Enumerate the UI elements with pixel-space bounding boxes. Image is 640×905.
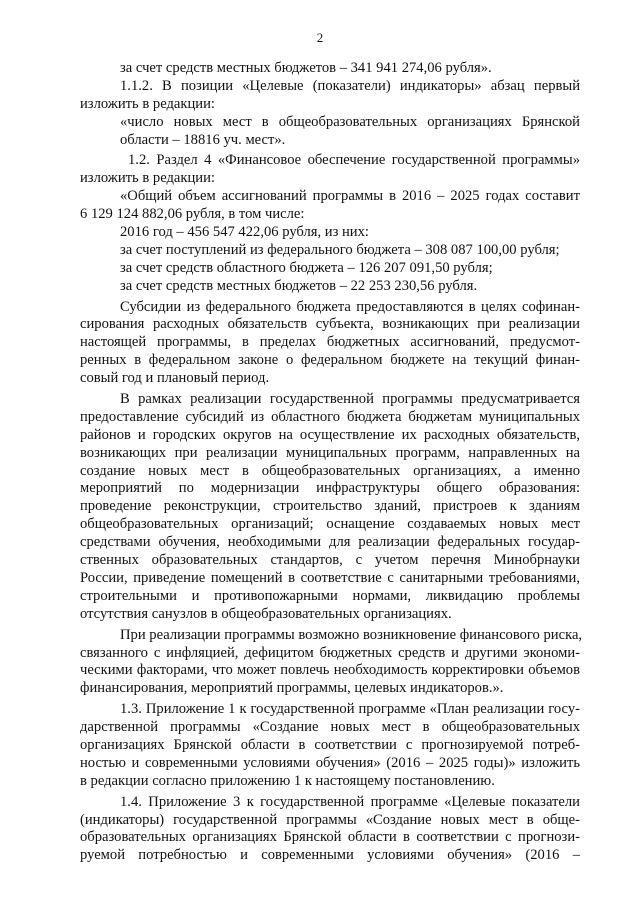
text-line: возникающих при реализации муниципальных программ, направленных на bbox=[80, 444, 580, 461]
text-line: изложить в редакции: bbox=[80, 95, 215, 112]
text-line: В рамках реализации государственной программы предусматривается bbox=[120, 391, 580, 408]
text-line: ренных в федеральном законе о федеральном бюджете на текущий финан- bbox=[80, 352, 580, 369]
text-line: финансирования, мероприятий программы, целевых индикаторов.». bbox=[80, 680, 504, 697]
text-line: районов и городских округов на осуществление их расходных обязательств, bbox=[80, 426, 580, 443]
text-line: образовательных организациях Брянской области в соответствии с прогнози- bbox=[80, 829, 580, 846]
text-line: области – 18816 уч. мест». bbox=[120, 131, 286, 148]
text-line: предоставление субсидий из областного бюджета бюджетам муниципальных bbox=[80, 408, 580, 425]
text-line: России, приведение помещений в соответствие с санитарными требованиями, bbox=[80, 569, 580, 586]
text-line: 1.4. Приложение 3 к государственной программе «Целевые показатели bbox=[120, 793, 580, 810]
text-line: совый год и плановый период. bbox=[80, 370, 270, 387]
text-line: При реализации программы возможно возникновение финансового риска, bbox=[120, 626, 583, 643]
text-line: настоящей программы, в пределах бюджетных ассигнований, предусмот- bbox=[80, 334, 580, 351]
text-line: в редакции согласно приложению 1 к настоящему постановлению. bbox=[80, 772, 495, 789]
text-line: за счет средств областного бюджета – 126 207 091,50 рубля; bbox=[120, 259, 493, 276]
text-line: «число новых мест в общеобразовательных организациях Брянской bbox=[120, 113, 580, 130]
text-line: создание новых мест в общеобразовательных организациях, а именно bbox=[80, 462, 580, 479]
text-line: «Общий объем ассигнований программы в 2016 – 2025 годах составит bbox=[120, 188, 580, 205]
document-body bbox=[80, 60, 583, 865]
text-line: изложить в редакции: bbox=[80, 170, 215, 187]
text-line: 1.1.2. В позиции «Целевые (показатели) индикаторы» абзац первый bbox=[120, 77, 580, 94]
text-line: 1.2. Раздел 4 «Финансовое обеспечение государственной программы» bbox=[128, 152, 580, 169]
text-line: (индикаторы) государственной программы «Создание новых мест в обще- bbox=[80, 811, 580, 828]
text-line: дарственной программы «Создание новых мест в общеобразовательных bbox=[80, 719, 580, 736]
text-line: строительными и противопожарными нормами, ликвидацию проблемы bbox=[80, 587, 580, 604]
text-line: за счет средств местных бюджетов – 341 941 274,06 рубля». bbox=[120, 60, 492, 76]
text-line: 2016 год – 456 547 422,06 рубля, из них: bbox=[120, 224, 369, 241]
text-line: руемой потребностью и современными условиями обучения» (2016 – bbox=[80, 847, 580, 864]
text-line: 6 129 124 882,06 рубля, в том числе: bbox=[80, 206, 305, 223]
text-line: Субсидии из федерального бюджета предоставляются в целях софинан- bbox=[120, 298, 580, 315]
text-line: отсутствия санузлов в общеобразовательных организациях. bbox=[80, 605, 452, 622]
text-line: связанного с инфляцией, дефицитом бюджетных средств и другими экономи- bbox=[80, 644, 580, 661]
text-line: общеобразовательных организаций; оснащение создаваемых новых мест bbox=[80, 516, 580, 533]
text-line: средствами обучения, необходимыми для реализации федеральных государ- bbox=[80, 534, 580, 551]
page-number: 2 bbox=[316, 30, 324, 45]
text-line: за счет средств местных бюджетов – 22 253 230,56 рубля. bbox=[120, 277, 478, 294]
text-line: проведение реконструкции, строительство зданий, пристроев к зданиям bbox=[80, 498, 580, 515]
text-line: сирования расходных обязательств субъекта, возникающих при реализации bbox=[80, 316, 580, 333]
text-line: организациях Брянской области в соответствии с прогнозируемой потреб- bbox=[80, 736, 580, 753]
text-line: ственных образовательных стандартов, с учетом перечня Минобрнауки bbox=[80, 552, 580, 569]
text-line: за счет поступлений из федерального бюджета – 308 087 100,00 рубля; bbox=[120, 241, 560, 258]
text-line: ностью и современными условиями обучения» (2016 – 2025 годы)» изложить bbox=[80, 754, 580, 771]
text-line: ческими факторами, что может повлечь необходимость корректировки объемов bbox=[80, 662, 580, 679]
text-line: мероприятий по модернизации инфраструктуры общего образования: bbox=[80, 480, 580, 497]
text-line: 1.3. Приложение 1 к государственной программе «План реализации госу- bbox=[120, 701, 580, 718]
